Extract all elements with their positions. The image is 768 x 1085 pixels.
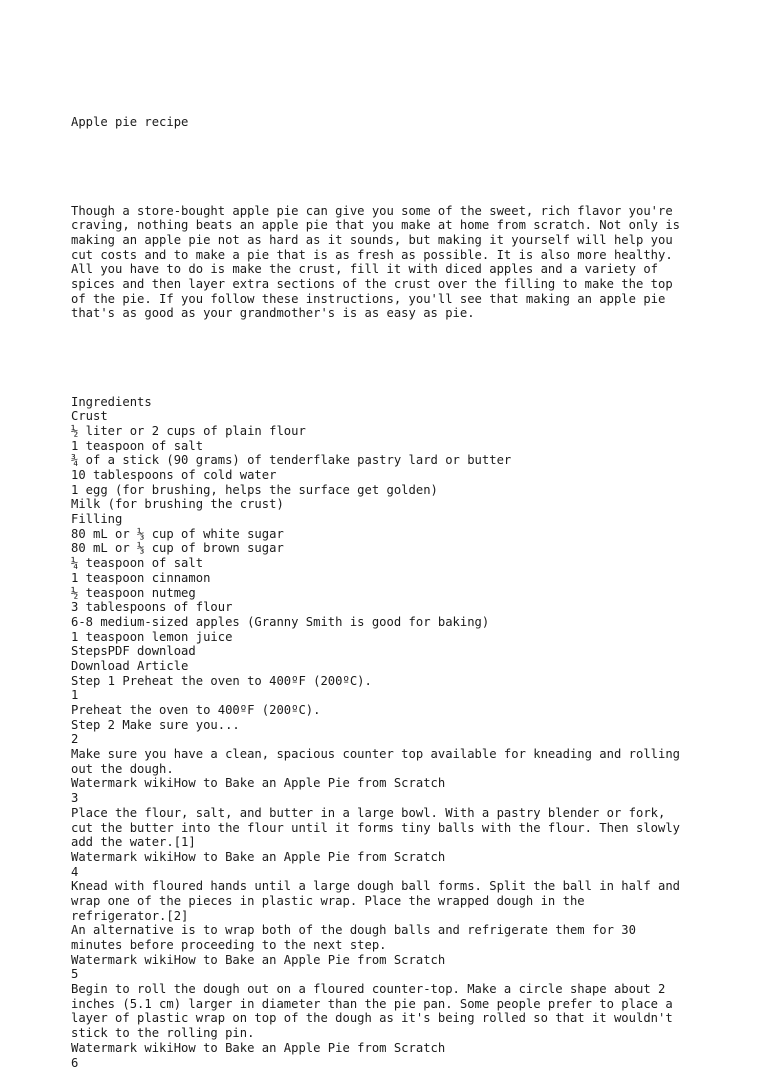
text-line: Preheat the oven to 400ºF (200ºC).	[71, 703, 321, 718]
intro-line: that's as good as your grandmother's is as easy as pie.	[71, 306, 475, 321]
document-title: Apple pie recipe	[71, 115, 189, 130]
text-line: add the water.[1]	[71, 835, 196, 850]
intro-line: Though a store-bought apple pie can give you some of the sweet, rich flavor you're	[71, 203, 673, 218]
step-number: 2	[71, 732, 79, 747]
intro-line: cut costs and to make a pie that is as fresh as possible. It is also more healthy.	[71, 247, 673, 262]
text-line: 6-8 medium-sized apples (Granny Smith is good for baking)	[71, 614, 490, 629]
text-line: stick to the rolling pin.	[71, 1026, 255, 1041]
text-line: ¼ teaspoon of salt	[71, 556, 204, 571]
text-line: Place the flour, salt, and butter in a large bowl. With a pastry blender or fork,	[71, 805, 666, 820]
image-watermark-caption: Watermark wikiHow to Bake an Apple Pie from Scratch	[71, 952, 446, 967]
step-number: 1	[71, 688, 79, 703]
text-line: ½ liter or 2 cups of plain flour	[71, 423, 306, 438]
intro-paragraph	[71, 204, 711, 322]
text-line: wrap one of the pieces in plastic wrap. Place the wrapped dough in the	[71, 893, 585, 908]
text-line: out the dough.	[71, 761, 174, 776]
text-line: 80 mL or ⅓ cup of white sugar	[71, 526, 284, 541]
recipe-content	[71, 395, 711, 1071]
text-line: Milk (for brushing the crust)	[71, 497, 284, 512]
text-line: 10 tablespoons of cold water	[71, 468, 277, 483]
crust-heading: Crust	[71, 409, 108, 424]
ingredients-heading: Ingredients	[71, 394, 152, 409]
step-heading: Step 2 Make sure you...	[71, 717, 240, 732]
image-watermark-caption: Watermark wikiHow to Bake an Apple Pie from Scratch	[71, 776, 446, 791]
intro-line: craving, nothing beats an apple pie that you make at home from scratch. Not only is	[71, 218, 681, 233]
intro-line: All you have to do is make the crust, fill it with diced apples and a variety of	[71, 262, 658, 277]
intro-line: making an apple pie not as hard as it sounds, but making it yourself will help you	[71, 232, 673, 247]
download-label: Download Article	[71, 658, 189, 673]
image-watermark-caption: Watermark wikiHow to Bake an Apple Pie from Scratch	[71, 849, 446, 864]
step-number: 6	[71, 1055, 79, 1070]
step-number: 4	[71, 864, 79, 879]
text-line: 1 teaspoon cinnamon	[71, 570, 211, 585]
step-number: 3	[71, 791, 79, 806]
text-line: inches (5.1 cm) larger in diameter than the pie pan. Some people prefer to place a	[71, 996, 673, 1011]
text-line: ½ teaspoon nutmeg	[71, 585, 196, 600]
text-line: cut the butter into the flour until it forms tiny balls with the flour. Then slowly	[71, 820, 681, 835]
step-heading: Step 1 Preheat the oven to 400ºF (200ºC).	[71, 673, 372, 688]
intro-line: of the pie. If you follow these instructions, you'll see that making an apple pie	[71, 291, 666, 306]
text-line: 1 teaspoon of salt	[71, 438, 204, 453]
text-line: refrigerator.[2]	[71, 908, 189, 923]
text-line: An alternative is to wrap both of the dough balls and refrigerate them for 30	[71, 923, 636, 938]
text-line: 1 teaspoon lemon juice	[71, 629, 233, 644]
blank-line	[71, 160, 711, 175]
step-number: 5	[71, 967, 79, 982]
intro-line: spices and then layer extra sections of the crust over the filling to make the top	[71, 277, 673, 292]
text-line: minutes before proceeding to the next step.	[71, 938, 387, 953]
text-line: Begin to roll the dough out on a floured counter-top. Make a circle shape about 2	[71, 982, 666, 997]
document-body	[71, 86, 711, 1085]
download-label: StepsPDF download	[71, 644, 196, 659]
text-line: ¾ of a stick (90 grams) of tenderflake pastry lard or butter	[71, 453, 512, 468]
text-line: 80 mL or ⅓ cup of brown sugar	[71, 541, 284, 556]
text-line: Make sure you have a clean, spacious counter top available for kneading and rolling	[71, 747, 681, 762]
text-line: 1 egg (for brushing, helps the surface get golden)	[71, 482, 438, 497]
image-watermark-caption: Watermark wikiHow to Bake an Apple Pie from Scratch	[71, 1040, 446, 1055]
text-line: Knead with floured hands until a large dough ball forms. Split the ball in half and	[71, 879, 681, 894]
filling-heading: Filling	[71, 512, 123, 527]
blank-line	[71, 351, 711, 366]
text-line: 3 tablespoons of flour	[71, 600, 233, 615]
text-line: layer of plastic wrap on top of the dough as it's being rolled so that it wouldn't	[71, 1011, 673, 1026]
